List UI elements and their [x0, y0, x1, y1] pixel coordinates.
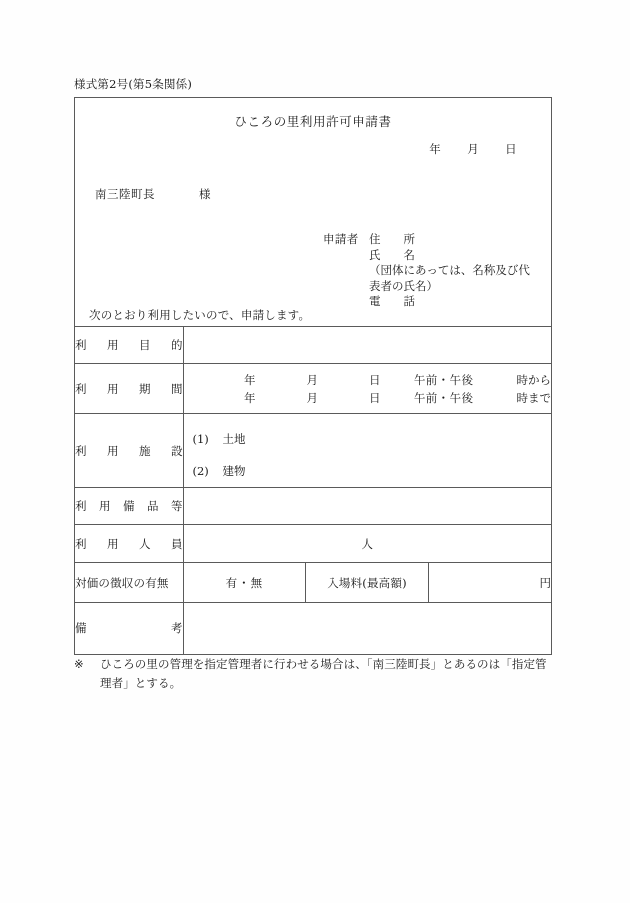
- label-char: 利: [75, 536, 87, 551]
- period-to-ampm[interactable]: 午前・午後: [413, 390, 474, 405]
- row-label-period: [75, 364, 183, 414]
- input-cell-admission-amount[interactable]: 円: [428, 563, 551, 603]
- label-char: 用: [107, 443, 119, 458]
- facility-item-number: (1): [192, 432, 209, 446]
- row-label-purpose-text: [75, 337, 183, 353]
- applicant-name-row: [323, 248, 530, 264]
- label-char: 設: [171, 443, 183, 458]
- table-row-people: [75, 525, 551, 563]
- applicant-tag: 申請者: [323, 232, 359, 246]
- input-cell-period[interactable]: [183, 364, 551, 414]
- application-details-table: [75, 326, 551, 654]
- footnote: [74, 655, 564, 693]
- footnote-line-2: 理者」とする。: [100, 676, 182, 690]
- row-label-equipment: [75, 488, 183, 525]
- input-cell-purpose[interactable]: [183, 327, 551, 364]
- label-char: 考: [171, 621, 183, 636]
- period-line-from: [184, 371, 552, 389]
- row-label-remarks-text: [75, 620, 183, 636]
- period-to-day: 日: [369, 390, 381, 405]
- facility-list: [184, 414, 552, 487]
- period-from-day: 日: [369, 372, 381, 387]
- row-label-remarks: [75, 603, 183, 654]
- row-label-purpose: [75, 327, 183, 364]
- input-cell-facility[interactable]: [183, 414, 551, 488]
- applicant-note: [369, 263, 530, 294]
- label-char: 利: [75, 338, 87, 352]
- label-char: 期: [139, 381, 151, 396]
- period-from-ampm[interactable]: 午前・午後: [413, 372, 474, 387]
- label-char: 人: [139, 536, 151, 551]
- applicant-address-label-char2: 所: [403, 232, 415, 246]
- applicant-address-label-char1: 住: [369, 232, 381, 246]
- applicant-phone-row: [323, 294, 530, 310]
- applicant-note-line-1: （団体にあっては、名称及び代: [369, 263, 530, 278]
- facility-item-building: [193, 455, 552, 487]
- date-day-label: 日: [505, 142, 517, 156]
- label-char: 用: [107, 536, 119, 551]
- row-label-equipment-text: [75, 498, 183, 514]
- input-cell-remarks[interactable]: [183, 603, 551, 654]
- label-char: 品: [147, 499, 159, 513]
- applicant-phone-label: [369, 294, 415, 310]
- label-char: 的: [171, 338, 183, 352]
- label-char: 利: [75, 381, 87, 396]
- row-label-period-text: [75, 381, 183, 397]
- input-cell-people[interactable]: 人: [183, 525, 551, 563]
- label-char: 等: [171, 499, 183, 513]
- label-char: 用: [107, 381, 119, 396]
- row-label-facility-text: [75, 443, 183, 459]
- label-char: 利: [75, 499, 87, 513]
- form-number: 様式第2号(第5条関係): [74, 77, 193, 91]
- footnote-line-1: [74, 655, 564, 674]
- applicant-block: [323, 232, 530, 310]
- fee-collection-choice[interactable]: 有・無: [183, 563, 306, 603]
- period-to-month: 月: [306, 390, 318, 405]
- facility-item-label: 土地: [222, 432, 246, 446]
- input-cell-equipment[interactable]: [183, 488, 551, 525]
- form-header-area: [75, 98, 551, 326]
- table-row-equipment: [75, 488, 551, 525]
- label-char: 備: [75, 621, 87, 636]
- label-char: 用: [107, 338, 119, 352]
- row-label-people-text: [75, 536, 183, 552]
- period-line-to: [184, 389, 552, 407]
- date-month-label: 月: [467, 142, 480, 156]
- facility-item-number: (2): [192, 464, 209, 478]
- applicant-phone-label-char1: 電: [369, 294, 381, 309]
- applicant-name-label-char1: 氏: [369, 247, 381, 262]
- addressee-line: [95, 186, 211, 202]
- label-char: 備: [123, 499, 135, 513]
- row-label-facility: [75, 414, 183, 488]
- applicant-phone-label-char2: 話: [403, 294, 415, 309]
- application-form-frame: [74, 97, 552, 655]
- form-title: ひころの里利用許可申請書: [234, 114, 392, 129]
- applicant-name-label-char2: 名: [403, 247, 415, 262]
- label-char: 利: [75, 443, 87, 458]
- footnote-mark: ※: [74, 657, 84, 671]
- date-entry-line: [429, 141, 517, 157]
- period-lines: [184, 368, 552, 410]
- row-label-fee-text: 対価の徴収の有無: [75, 575, 169, 590]
- facility-item-label: 建物: [222, 464, 246, 478]
- period-from-time: 時から: [516, 372, 552, 387]
- label-char: 目: [139, 338, 151, 352]
- label-char: 員: [171, 536, 183, 551]
- addressee-name: 南三陸町長: [95, 187, 155, 201]
- table-row-facility: [75, 414, 551, 488]
- period-from-month: 月: [306, 372, 318, 387]
- footnote-text-1: ひころの里の管理を指定管理者に行わせる場合は、「南三陸町長」とあるのは「指定管: [100, 657, 547, 671]
- table-row-purpose: [75, 327, 551, 364]
- applicant-address-row: [323, 232, 530, 248]
- period-from-year: 年: [243, 372, 256, 387]
- table-row-fee: [75, 563, 551, 603]
- row-label-fee: [75, 563, 183, 603]
- label-char: 施: [139, 443, 151, 458]
- period-to-time: 時まで: [516, 390, 552, 405]
- applicant-address-label: [369, 232, 415, 248]
- row-label-people: [75, 525, 183, 563]
- date-year-label: 年: [429, 142, 442, 156]
- table-row-remarks: [75, 603, 551, 654]
- applicant-name-label: [369, 248, 415, 264]
- table-row-period: [75, 364, 551, 414]
- period-to-year: 年: [243, 390, 256, 405]
- admission-fee-label: 入場料(最高額): [306, 563, 429, 603]
- label-char: 用: [99, 499, 111, 513]
- intro-sentence: 次のとおり利用したいので、申請します。: [89, 308, 311, 322]
- facility-item-land: [193, 423, 552, 455]
- addressee-honorific: 様: [199, 187, 211, 201]
- applicant-note-line-2: 表者の氏名）: [369, 278, 438, 293]
- label-char: 間: [171, 381, 183, 396]
